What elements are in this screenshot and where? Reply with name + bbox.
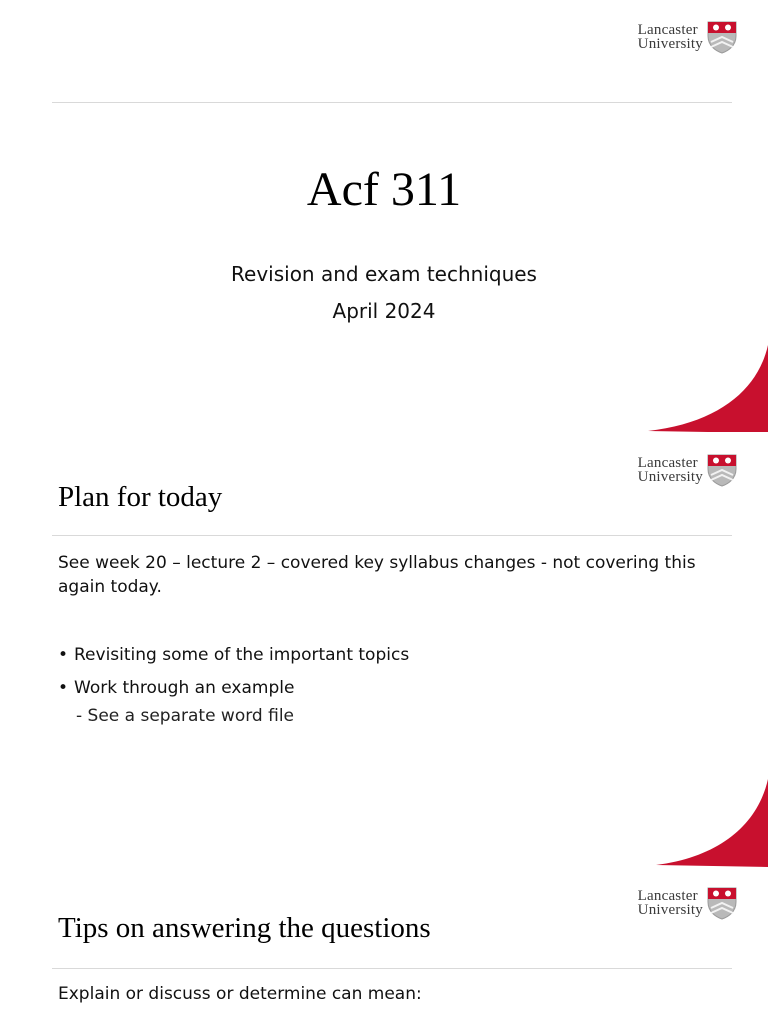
red-swoosh-decoration <box>648 345 768 432</box>
logo-text-line2: University <box>637 469 703 485</box>
slide-1 <box>0 0 768 432</box>
bullet-item: • Work through an example <box>58 672 708 705</box>
university-crest-icon <box>706 886 738 920</box>
logo-text-line2: University <box>637 902 703 918</box>
lancaster-logo <box>638 453 738 487</box>
logo-text-line1: Lancaster <box>637 22 698 38</box>
red-swoosh-decoration <box>656 779 768 867</box>
bullet-item: • Revisiting some of the important topics <box>58 639 708 672</box>
logo-text-line1: Lancaster <box>637 888 698 904</box>
slide-3 <box>0 872 768 1024</box>
header-rule <box>52 102 732 103</box>
logo-text-line1: Lancaster <box>637 455 698 471</box>
university-crest-icon <box>706 453 738 487</box>
logo-text-line2: University <box>637 36 703 52</box>
slide2-sub-item: - See a separate word file <box>76 706 295 726</box>
slide2-bullet-list <box>58 639 708 705</box>
slide3-intro: Explain or discuss or determine can mean: <box>58 984 422 1004</box>
slide-2 <box>0 437 768 867</box>
header-rule <box>52 968 732 969</box>
slide2-intro: See week 20 – lecture 2 – covered key syllabus changes - not covering this again today. <box>58 553 696 597</box>
header-rule <box>52 535 732 536</box>
slide2-title: Plan for today <box>58 481 223 513</box>
slide1-subtitle-line2: April 2024 <box>332 299 436 323</box>
slide3-title: Tips on answering the questions <box>58 912 431 944</box>
lancaster-logo <box>638 20 738 54</box>
lancaster-logo <box>638 886 738 920</box>
slide1-subtitle-line1: Revision and exam techniques <box>231 262 537 286</box>
university-crest-icon <box>706 20 738 54</box>
slide1-title: Acf 311 <box>306 163 462 216</box>
